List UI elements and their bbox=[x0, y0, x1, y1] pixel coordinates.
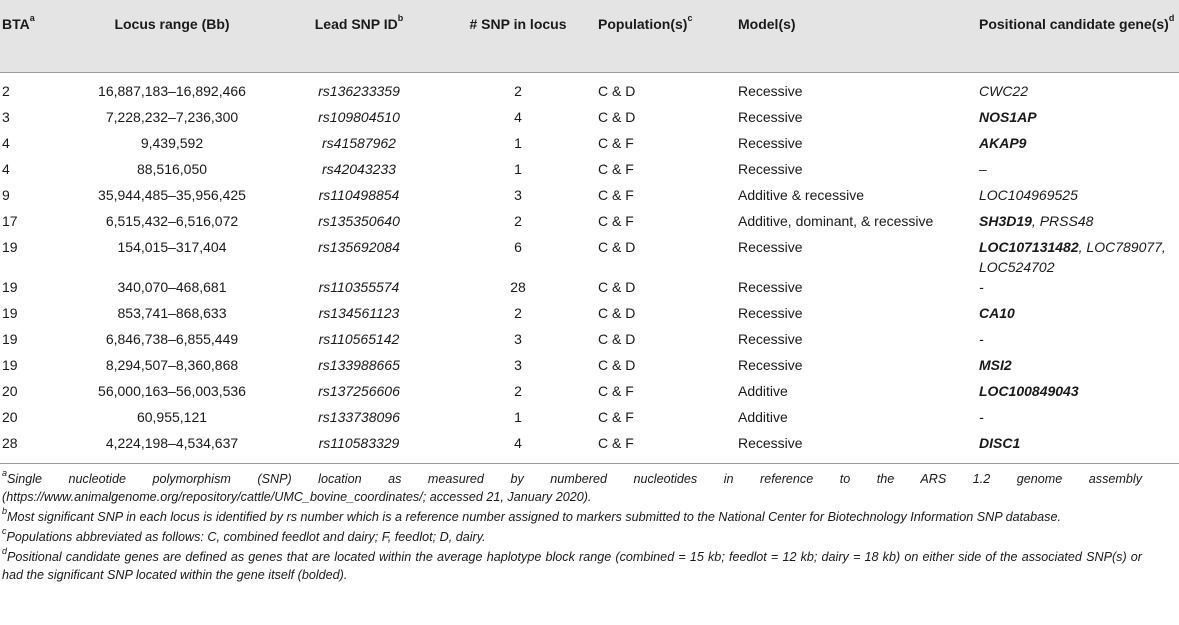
gene-names: LOC104969525 bbox=[979, 186, 1078, 203]
cell-candidate-genes bbox=[977, 277, 1179, 303]
cell-locus-range: 853,741–868,633 bbox=[117, 304, 227, 321]
cell-bta: 19 bbox=[2, 330, 18, 347]
cell-bta: 19 bbox=[2, 238, 18, 255]
cell-lead-snp: rs41587962 bbox=[322, 134, 396, 151]
cell-lead-snp: rs135692084 bbox=[318, 238, 400, 255]
table-body bbox=[0, 72, 1179, 463]
cell-bta: 4 bbox=[2, 160, 10, 177]
cell-models: Recessive bbox=[738, 304, 803, 321]
table-row bbox=[0, 433, 1179, 464]
gene-names: - bbox=[979, 408, 984, 425]
cell-candidate-genes bbox=[977, 72, 1179, 107]
table-row bbox=[0, 407, 1179, 433]
cell-locus-range: 154,015–317,404 bbox=[117, 238, 227, 255]
cell-populations: C & F bbox=[598, 134, 634, 151]
cell-bta: 4 bbox=[2, 134, 10, 151]
header-locus-range: Locus range (Bb) bbox=[72, 0, 272, 72]
cell-models: Recessive bbox=[738, 134, 803, 151]
cell-lead-snp: rs133988665 bbox=[318, 356, 400, 373]
bolded-gene: LOC100849043 bbox=[979, 382, 1079, 399]
cell-snp-count: 28 bbox=[510, 278, 526, 295]
cell-populations: C & D bbox=[598, 356, 636, 373]
cell-snp-count: 1 bbox=[514, 408, 522, 425]
cell-populations: C & D bbox=[598, 330, 636, 347]
cell-models: Recessive bbox=[738, 108, 803, 125]
cell-lead-snp: rs42043233 bbox=[322, 160, 396, 177]
footnote bbox=[2, 545, 1142, 584]
cell-locus-range: 340,070–468,681 bbox=[117, 278, 227, 295]
bolded-gene: DISC1 bbox=[979, 434, 1021, 451]
gene-names: - bbox=[979, 330, 984, 347]
cell-populations: C & D bbox=[598, 278, 636, 295]
cell-locus-range: 4,224,198–4,534,637 bbox=[72, 433, 272, 464]
cell-models: Recessive bbox=[738, 330, 803, 347]
table-row bbox=[0, 211, 1179, 237]
cell-models: Additive & recessive bbox=[738, 186, 865, 203]
cell-models: Recessive bbox=[736, 433, 977, 464]
cell-bta: 19 bbox=[2, 356, 18, 373]
gene-names: , PRSS48 bbox=[1031, 212, 1094, 229]
table-row bbox=[0, 277, 1179, 303]
header-snp-count: # SNP in locus bbox=[446, 0, 590, 72]
cell-snp-count: 2 bbox=[514, 82, 522, 99]
cell-snp-count: 3 bbox=[514, 356, 522, 373]
cell-lead-snp: rs110565142 bbox=[318, 330, 400, 347]
table-row bbox=[0, 237, 1179, 277]
cell-snp-count: 3 bbox=[514, 186, 522, 203]
cell-models: Recessive bbox=[738, 82, 803, 99]
header-populations: $Population(s)^c$ bbox=[590, 0, 736, 72]
cell-locus-range: 56,000,163–56,003,536 bbox=[98, 382, 246, 399]
cell-snp-count: 2 bbox=[514, 304, 522, 321]
bolded-gene: AKAP9 bbox=[979, 134, 1027, 151]
cell-locus-range: 88,516,050 bbox=[136, 160, 208, 177]
cell-populations: C & D bbox=[598, 238, 636, 255]
bolded-gene: MSI2 bbox=[979, 356, 1012, 373]
cell-candidate-genes bbox=[977, 355, 1179, 381]
footnote-mark: c bbox=[2, 525, 7, 536]
cell-models: Additive bbox=[738, 408, 788, 425]
cell-lead-snp: rs135350640 bbox=[318, 212, 400, 229]
cell-snp-count: 4 bbox=[514, 108, 522, 125]
cell-models: Recessive bbox=[738, 278, 803, 295]
cell-populations: C & F bbox=[598, 382, 634, 399]
table-header bbox=[0, 0, 1179, 72]
cell-snp-count: 1 bbox=[514, 160, 522, 177]
cell-locus-range: 8,294,507–8,360,868 bbox=[105, 356, 239, 373]
table-row bbox=[0, 72, 1179, 107]
header-models: Model(s) bbox=[736, 0, 977, 72]
table-row bbox=[0, 381, 1179, 407]
cell-populations: C & D bbox=[598, 108, 636, 125]
cell-candidate-genes bbox=[977, 433, 1179, 464]
header-bta: BTA$^a$ bbox=[0, 0, 72, 72]
cell-populations: C & D bbox=[598, 304, 636, 321]
cell-locus-range: 6,515,432–6,516,072 bbox=[105, 212, 239, 229]
cell-candidate-genes bbox=[977, 329, 1179, 355]
cell-lead-snp: rs134561123 bbox=[318, 304, 400, 321]
cell-populations: C & F bbox=[598, 160, 634, 177]
footnote bbox=[2, 467, 1142, 506]
cell-candidate-genes bbox=[977, 133, 1179, 159]
table-footnotes bbox=[2, 467, 1142, 584]
cell-lead-snp: rs136233359 bbox=[318, 82, 400, 99]
cell-bta: 20 bbox=[2, 382, 18, 399]
cell-candidate-genes bbox=[977, 303, 1179, 329]
cell-lead-snp: rs110498854 bbox=[318, 186, 400, 203]
cell-candidate-genes bbox=[977, 381, 1179, 407]
bolded-gene: SH3D19 bbox=[979, 212, 1032, 229]
cell-lead-snp: rs137256606 bbox=[318, 382, 400, 399]
cell-lead-snp: rs109804510 bbox=[318, 108, 400, 125]
cell-locus-range: 35,944,485–35,956,425 bbox=[98, 186, 246, 203]
footnote-mark: d bbox=[2, 545, 8, 556]
cell-bta: 2 bbox=[2, 82, 10, 99]
cell-locus-range: 6,846,738–6,855,449 bbox=[105, 330, 239, 347]
cell-locus-range: 16,887,183–16,892,466 bbox=[98, 82, 246, 99]
cell-models: Additive bbox=[738, 382, 788, 399]
table-row bbox=[0, 107, 1179, 133]
cell-candidate-genes bbox=[977, 159, 1179, 185]
cell-models: Recessive bbox=[738, 356, 803, 373]
table-row bbox=[0, 159, 1179, 185]
cell-bta: 3 bbox=[2, 108, 10, 125]
cell-models: Additive, dominant, & recessive bbox=[738, 212, 934, 229]
cell-snp-count: 3 bbox=[514, 330, 522, 347]
footnote-mark: a bbox=[2, 467, 8, 478]
cell-snp-count: 6 bbox=[514, 238, 522, 255]
gene-names: - bbox=[979, 278, 984, 295]
cell-bta: 20 bbox=[2, 408, 18, 425]
cell-lead-snp: rs110583329 bbox=[272, 433, 446, 464]
cell-bta: 28 bbox=[0, 433, 72, 464]
cell-models: Recessive bbox=[738, 238, 803, 255]
table-row bbox=[0, 329, 1179, 355]
cell-populations: C & F bbox=[590, 433, 736, 464]
footnote-text: Populations abbreviated as follows: C, combined feedlot and dairy; F, feedlot; D, dairy. bbox=[6, 530, 486, 544]
bolded-gene: LOC107131482 bbox=[979, 238, 1079, 255]
cell-candidate-genes bbox=[977, 211, 1179, 237]
footnote bbox=[2, 505, 1142, 526]
cell-snp-count: 1 bbox=[514, 134, 522, 151]
header-row bbox=[0, 0, 1179, 72]
cell-lead-snp: rs133738096 bbox=[318, 408, 400, 425]
cell-populations: C & D bbox=[598, 82, 636, 99]
footnote-text: Positional candidate genes are defined as genes that are located within the average haplotype block range (combined = 15 kb; feedlot = 12 kb; dairy = 18 kb) on either side of the associated SNP(s) or had the significant SNP located within the gene itself (bolded). bbox=[2, 550, 1142, 582]
cell-snp-count: 2 bbox=[514, 382, 522, 399]
footnote-text: Most significant SNP in each locus is identified by rs number which is a reference number assigned to markers submitted to the National Center for Biotechnology Information SNP database. bbox=[7, 510, 1061, 524]
footnote-text: Single nucleotide polymorphism (SNP) location as measured by numbered nucleotides in reference to the ARS 1.2 genome assembly (https://www.animalgenome.org/repository/cattle/UMC_bovine_coordinates/; accessed 21, January 2020). bbox=[2, 472, 1142, 504]
footnote-mark: b bbox=[2, 505, 8, 516]
cell-populations: C & F bbox=[598, 408, 634, 425]
gene-names: – bbox=[979, 160, 987, 177]
cell-bta: 19 bbox=[2, 278, 18, 295]
cell-populations: C & F bbox=[598, 212, 634, 229]
table-row bbox=[0, 185, 1179, 211]
cell-snp-count: 4 bbox=[446, 433, 590, 464]
cell-bta: 9 bbox=[2, 186, 10, 203]
cell-populations: C & F bbox=[598, 186, 634, 203]
bolded-gene: CA10 bbox=[979, 304, 1015, 321]
table-row bbox=[0, 355, 1179, 381]
cell-locus-range: 9,439,592 bbox=[140, 134, 204, 151]
bolded-gene: NOS1AP bbox=[979, 108, 1037, 125]
footnote bbox=[2, 525, 1142, 546]
cell-locus-range: 7,228,232–7,236,300 bbox=[105, 108, 239, 125]
gene-names: , LOC789077, LOC524702 bbox=[979, 238, 1166, 275]
header-candidate-genes: Positional candidate $gene(s)^d$ bbox=[977, 0, 1179, 72]
cell-models: Recessive bbox=[738, 160, 803, 177]
cell-candidate-genes bbox=[977, 107, 1179, 133]
cell-snp-count: 2 bbox=[514, 212, 522, 229]
cell-candidate-genes bbox=[977, 407, 1179, 433]
gene-names: CWC22 bbox=[979, 82, 1029, 99]
cell-locus-range: 60,955,121 bbox=[136, 408, 208, 425]
header-lead-snp: Lead SNP $ID^b$ bbox=[272, 0, 446, 72]
cell-lead-snp: rs110355574 bbox=[318, 278, 400, 295]
cell-bta: 19 bbox=[2, 304, 18, 321]
cell-candidate-genes bbox=[977, 237, 1179, 277]
cell-candidate-genes bbox=[977, 185, 1179, 211]
cell-bta: 17 bbox=[2, 212, 18, 229]
table-row bbox=[0, 303, 1179, 329]
table-row bbox=[0, 133, 1179, 159]
